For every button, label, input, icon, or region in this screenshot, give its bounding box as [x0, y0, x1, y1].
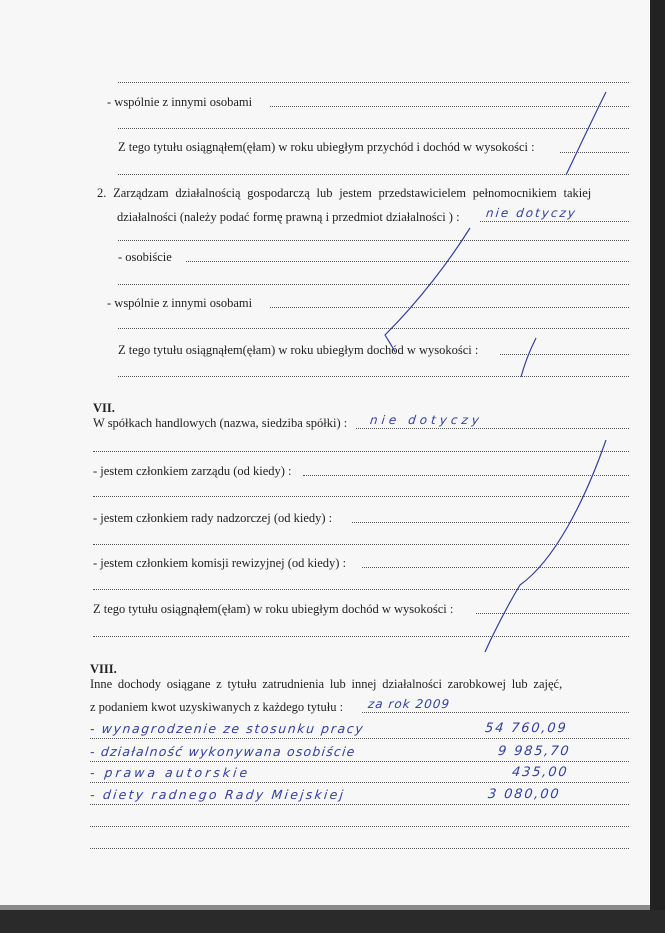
- osobiscie-label: - osobiście: [118, 250, 172, 264]
- answer-line: [560, 152, 629, 153]
- handwritten-year: za rok 2009: [367, 697, 451, 711]
- zarzad-label: - jestem członkiem zarządu (od kiedy) :: [93, 464, 292, 478]
- blank-line: [93, 589, 629, 590]
- komisja-label: - jestem członkiem komisji rewizyjnej (od kiedy) :: [93, 556, 347, 570]
- blank-line: [118, 240, 629, 241]
- blank-line: [90, 826, 629, 827]
- item-line: [90, 804, 629, 805]
- section-viii-heading: VIII.: [90, 662, 117, 676]
- income-item-amount: 54 760,09: [484, 721, 569, 736]
- strike-line: [566, 92, 606, 175]
- answer-line: [270, 106, 629, 107]
- blank-line: [93, 496, 629, 497]
- rada-label: - jestem członkiem rady nadzorczej (od kiedy) :: [93, 511, 333, 525]
- blank-line: [93, 636, 629, 637]
- income-label-1: Z tego tytułu osiągnąłem(ęłam) w roku ubiegłym przychód i dochód w wysokości :: [118, 140, 535, 154]
- blank-line: [93, 544, 629, 545]
- income-item-text: - prawa autorskie: [89, 765, 252, 780]
- handwritten-answer: nie dotyczy: [485, 206, 578, 220]
- blank-line: [93, 451, 629, 452]
- answer-line: [303, 475, 629, 476]
- blank-line: [90, 848, 629, 849]
- section-vii-heading: VII.: [93, 401, 115, 415]
- answer-line: [500, 354, 629, 355]
- viii-line2: z podaniem kwot uzyskiwanych z każdego tytułu :: [90, 700, 344, 714]
- answer-line: [362, 567, 629, 568]
- blank-line: [118, 128, 629, 129]
- wspolnie-label: - wspólnie z innymi osobami: [107, 95, 253, 109]
- item-line: [90, 782, 629, 783]
- wspolnie-label-2: - wspólnie z innymi osobami: [107, 296, 253, 310]
- viii-line1: Inne dochody osiągane z tytułu zatrudnienia lub innej działalności zarobkowej lub zajęć,: [90, 677, 563, 691]
- item-line: [90, 738, 629, 739]
- answer-line: [270, 307, 629, 308]
- answer-line: [480, 221, 629, 222]
- income-label-vii: Z tego tytułu osiągnąłem(ęłam) w roku ubiegłym dochód w wysokości :: [93, 602, 454, 616]
- answer-line: [356, 428, 629, 429]
- blank-line: [118, 174, 629, 175]
- income-item-text: - diety radnego Rady Miejskiej: [89, 787, 347, 802]
- answer-line: [186, 261, 629, 262]
- handwritten-answer: nie dotyczy: [369, 413, 484, 427]
- strike-line: [385, 228, 470, 352]
- strike-line: [485, 440, 606, 652]
- income-item-amount: 435,00: [511, 765, 570, 780]
- paragraph-2-line1: 2. Zarządzam działalnością gospodarczą lub jestem przedstawicielem pełnomocnikiem takiej: [97, 186, 592, 200]
- item-line: [90, 761, 629, 762]
- spolki-label: W spółkach handlowych (nazwa, siedziba spółki) :: [93, 416, 348, 430]
- income-item-text: - działalność wykonywana osobiście: [89, 744, 357, 759]
- blank-line: [118, 376, 629, 377]
- income-item-amount: 9 985,70: [497, 744, 572, 759]
- income-label-2: Z tego tytułu osiągnąłem(ęłam) w roku ubiegłym dochód w wysokości :: [118, 343, 479, 357]
- blank-line: [118, 328, 629, 329]
- strike-line: [521, 338, 536, 377]
- answer-line: [352, 522, 629, 523]
- answer-line: [362, 712, 629, 713]
- blank-line: [118, 82, 629, 83]
- paragraph-2-line2: działalności (należy podać formę prawną i przedmiot działalności ) :: [117, 210, 460, 224]
- blank-line: [118, 284, 629, 285]
- answer-line: [476, 613, 629, 614]
- income-item-amount: 3 080,00: [487, 787, 562, 802]
- income-item-text: - wynagrodzenie ze stosunku pracy: [89, 721, 366, 736]
